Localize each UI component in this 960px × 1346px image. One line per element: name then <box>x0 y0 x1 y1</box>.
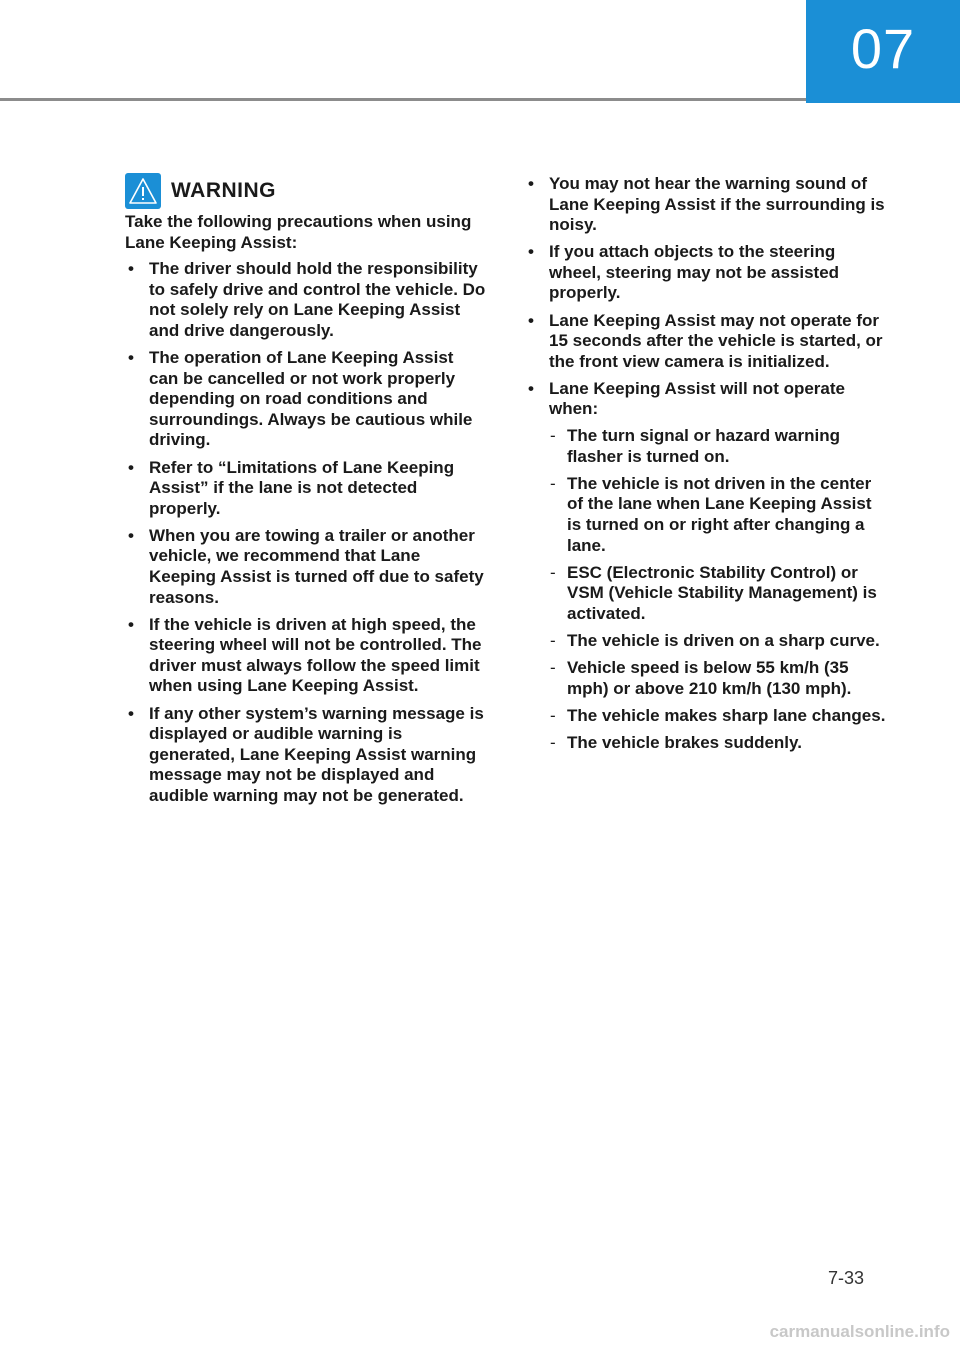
list-item: • You may not hear the warning sound of Lane Keeping Assist if the surrounding is noisy. <box>525 174 887 236</box>
list-item: • Refer to “Limitations of Lane Keeping Assist” if the lane is not detected properly. <box>125 458 487 520</box>
list-item: • If you attach objects to the steering wheel, steering may not be assisted properly. <box>525 242 887 304</box>
warning-list <box>125 259 487 806</box>
page-number: 7-33 <box>827 1268 864 1288</box>
list-item: • If any other system’s warning message is displayed or audible warning is generated, Lane Keeping Assist warning message may not be displayed and audible warning may not be generated. <box>125 704 487 807</box>
left-column <box>125 172 487 813</box>
warning-header <box>125 172 487 210</box>
list-item: • If the vehicle is driven at high speed, the steering wheel will not be controlled. The driver must always follow the speed limit when using Lane Keeping Assist. <box>125 615 487 697</box>
chapter-number: 07 <box>850 17 916 80</box>
warning-intro: Take the following precautions when using Lane Keeping Assist: <box>125 212 472 252</box>
condition-item: - The vehicle is not driven in the center of the lane when Lane Keeping Assist is turned on or right after changing a lane. <box>549 474 887 556</box>
condition-item: - The vehicle is driven on a sharp curve. <box>549 631 887 652</box>
warning-triangle-icon <box>125 173 161 209</box>
conditions-lead: Lane Keeping Assist will not operate when: <box>549 378 845 419</box>
condition-item: - ESC (Electronic Stability Control) or VSM (Vehicle Stability Management) is activated. <box>549 563 887 625</box>
list-item: • The driver should hold the responsibility to safely drive and control the vehicle. Do not solely rely on Lane Keeping Assist and drive dangerously. <box>125 259 487 341</box>
condition-item: - Vehicle speed is below 55 km/h (35 mph) or above 210 km/h (130 mph). <box>549 658 887 699</box>
chapter-tab <box>806 0 960 103</box>
list-item-conditions <box>525 379 887 754</box>
list-item: • Lane Keeping Assist may not operate for 15 seconds after the vehicle is started, or the front view camera is initialized. <box>525 311 887 373</box>
header-rule <box>0 98 806 101</box>
warning-title: WARNING <box>171 178 276 202</box>
list-item: • The operation of Lane Keeping Assist can be cancelled or not work properly depending on road conditions and surroundings. Always be cautious while driving. <box>125 348 487 451</box>
list-item: • When you are towing a trailer or another vehicle, we recommend that Lane Keeping Assist is turned off due to safety reasons. <box>125 526 487 608</box>
right-column <box>525 174 887 760</box>
right-list <box>525 174 887 753</box>
conditions-list <box>549 426 887 753</box>
condition-item: - The turn signal or hazard warning flasher is turned on. <box>549 426 887 467</box>
condition-item: - The vehicle brakes suddenly. <box>549 733 887 754</box>
watermark: carmanualsonline.info <box>769 1322 950 1341</box>
condition-item: - The vehicle makes sharp lane changes. <box>549 706 887 727</box>
